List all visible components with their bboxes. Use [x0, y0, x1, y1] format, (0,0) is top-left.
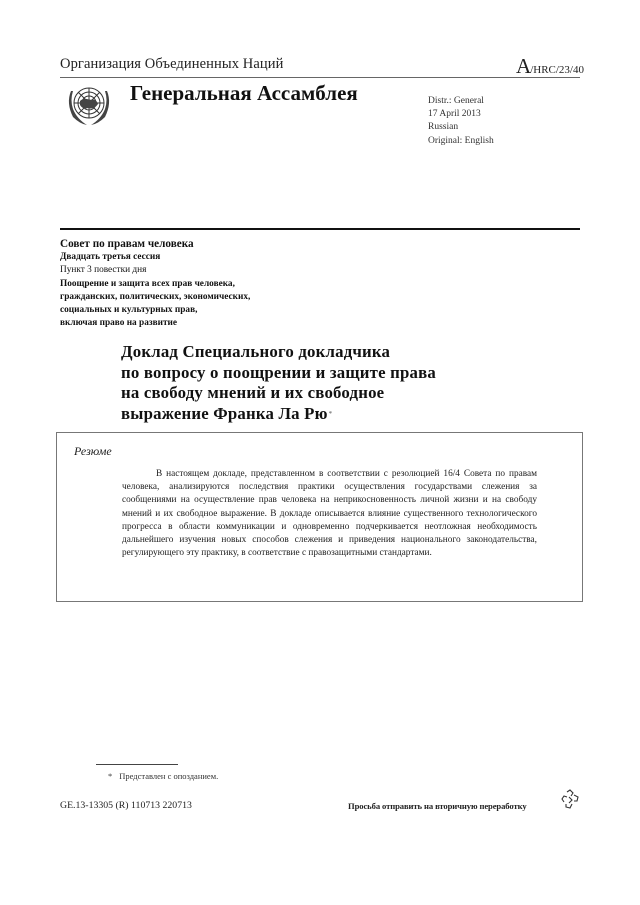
summary-heading: Резюме — [74, 444, 112, 458]
report-title-line-text: выражение Франка Ла Рю — [121, 403, 328, 423]
footnote — [108, 771, 218, 781]
distr-original: Original: English — [428, 135, 494, 146]
footnote-star: * — [108, 771, 113, 781]
agenda-topic-line: Поощрение и защита всех прав человека, — [60, 278, 235, 289]
organization-name: Организация Объединенных Наций — [60, 56, 284, 72]
header-thick-rule — [60, 228, 580, 230]
agenda-topic-line: включая право на развитие — [60, 318, 178, 329]
assembly-title: Генеральная Ассамблея — [130, 81, 358, 105]
report-title — [121, 342, 436, 424]
distribution-block — [428, 95, 494, 148]
un-emblem-icon — [63, 81, 115, 129]
symbol-rest: /HRC/23/40 — [530, 64, 584, 76]
report-title-line: на свободу мнений и их свободное — [121, 383, 385, 402]
footnote-text: Представлен с опозданием. — [119, 771, 219, 781]
agenda-topic-line: социальных и культурных прав, — [60, 305, 198, 316]
agenda-topic-line: гражданских, политических, экономических, — [60, 291, 251, 302]
job-number: GE.13-13305 (R) 110713 220713 — [60, 800, 192, 811]
summary-box — [56, 432, 583, 602]
distr-language: Russian — [428, 122, 459, 133]
agenda-item: Пункт 3 повестки дня — [60, 265, 147, 276]
footnote-rule — [96, 764, 178, 765]
distr-date: 17 April 2013 — [428, 109, 481, 120]
distr-status: Distr.: General — [428, 96, 484, 106]
session-name: Двадцать третья сессия — [60, 252, 161, 262]
header-rule — [60, 77, 580, 78]
agenda-block — [60, 237, 250, 331]
recycle-icon — [559, 788, 581, 810]
council-name: Совет по правам человека — [60, 238, 194, 250]
report-title-line: Доклад Специального докладчика — [121, 342, 391, 361]
symbol-prefix: A — [516, 54, 531, 78]
report-title-line — [121, 404, 436, 425]
document-symbol — [516, 54, 584, 79]
summary-text: В настоящем докладе, представленном в соответствии с резолюцией 16/4 Совета по правам человека, анализируются последствия практики осуществления государствами слежения за сообщениями на осуществление прав человека на неприкосновенность личной жизни и на свободу мнений и их свободное выражение. В докладе описывается влияние существенного технологического прогресса в области коммуникации и одновременно подчеркивается неотложная необходимость дальнейшего изучения новых способов слежения и приведения национального законодательства, регулирующего эту практику, в соответствие с правозащитными стандартами. — [122, 469, 537, 559]
recycle-text: Просьба отправить на вторичную переработку — [348, 801, 527, 811]
report-title-line: по вопросу о поощрении и защите права — [121, 362, 436, 382]
footnote-marker: * — [328, 409, 333, 418]
